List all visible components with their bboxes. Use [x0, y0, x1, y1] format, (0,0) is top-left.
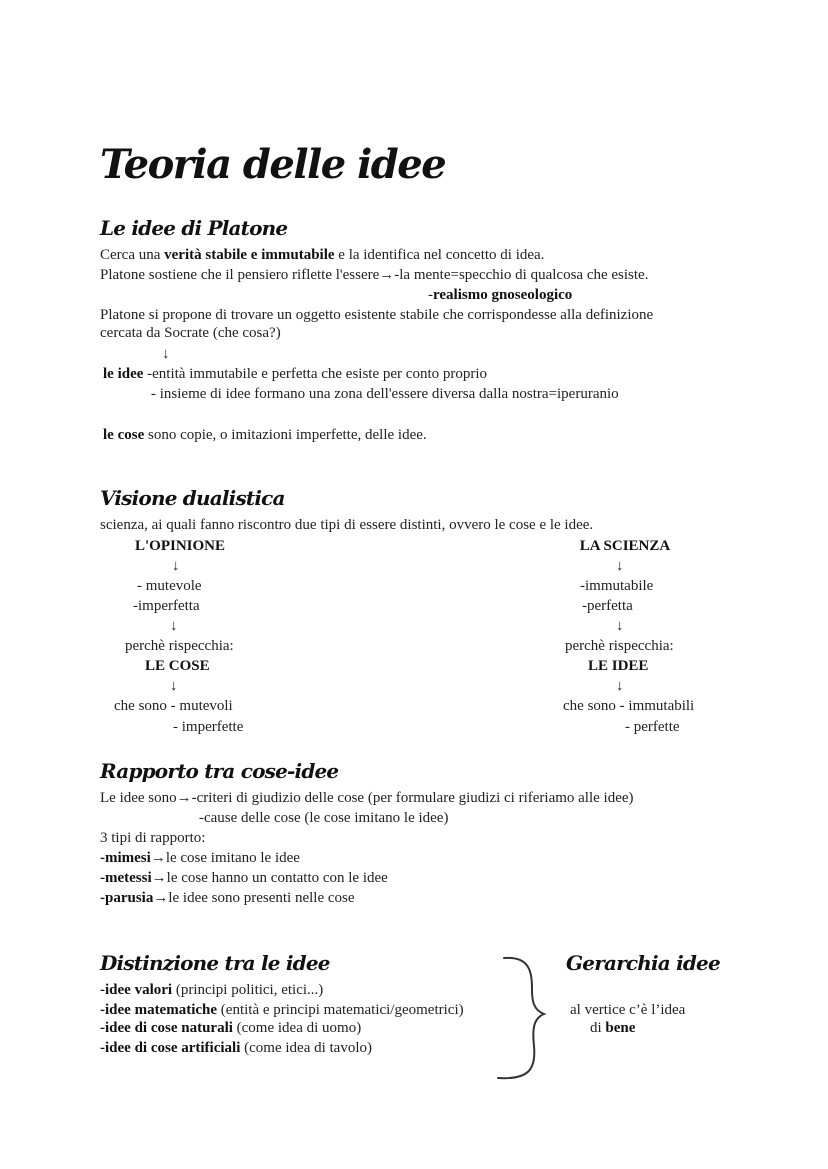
right-object: LE IDEE: [588, 658, 649, 674]
s3-line-2: -cause delle cose (le cose imitano le idee): [199, 810, 449, 826]
down-arrow: ↓: [616, 558, 624, 574]
rapporto-parusia: -parusia→le idee sono presenti nelle cose: [100, 890, 355, 906]
left-prop-1: - mutevole: [137, 578, 202, 594]
left-prop-2: -imperfetta: [133, 598, 200, 614]
idee-cose-naturali: -idee di cose naturali (come idea di uomo): [100, 1020, 362, 1036]
down-arrow: ↓: [616, 678, 624, 694]
idee-matematiche: -idee matematiche (entità e principi matematici/geometrici): [100, 1002, 464, 1018]
right-result-2: - perfette: [625, 719, 680, 735]
s3-line-3: 3 tipi di rapporto:: [100, 830, 206, 846]
idee-cose-artificiali: -idee di cose artificiali (come idea di tavolo): [100, 1040, 373, 1056]
right-head: LA SCIENZA: [579, 538, 671, 554]
s2-intro: scienza, ai quali fanno riscontro due tipi di essere distinti, ovvero le cose e le idee.: [100, 517, 594, 533]
s1-line-5: cercata da Socrate (che cosa?): [100, 325, 281, 341]
rapporto-metessi: -metessi→le cose hanno un contatto con le idee: [100, 870, 388, 886]
s3-line-1: Le idee sono→-criteri di giudizio delle cose (per formulare giudizi ci riferiamo alle idee): [100, 790, 634, 806]
section-heading-gerarchia: Gerarchia idee: [566, 951, 720, 975]
page-title: Teoria delle idee: [100, 141, 446, 188]
s1-line-4: Platone si propone di trovare un oggetto esistente stabile che corrispondesse alla definizione: [100, 307, 654, 323]
left-result-2: - imperfette: [173, 719, 244, 735]
idee-valori: -idee valori (principi politici, etici...): [100, 982, 324, 998]
s1-line-1: Cerca una verità stabile e immutabile e la identifica nel concetto di idea.: [100, 247, 545, 263]
down-arrow: ↓: [172, 558, 180, 574]
s1-line-2: Platone sostiene che il pensiero riflette l'essere→-la mente=specchio di qualcosa che esiste.: [100, 267, 649, 283]
section-heading-visione-dualistica: Visione dualistica: [100, 486, 285, 510]
section-heading-distinzione: Distinzione tra le idee: [100, 951, 330, 975]
left-head: L'OPINIONE: [134, 538, 225, 554]
right-prop-1: -immutabile: [580, 578, 654, 594]
s1-line-6: le idee -entità immutabile e perfetta che esiste per conto proprio: [103, 366, 488, 382]
s1-line-3: -realismo gnoseologico: [428, 287, 573, 303]
rapporto-mimesi: -mimesi→le cose imitano le idee: [100, 850, 300, 866]
left-object: LE COSE: [145, 658, 210, 674]
section-heading-idee-platone: Le idee di Platone: [100, 216, 288, 240]
gerarchia-line-1: al vertice c’è l’idea: [570, 1002, 686, 1018]
left-result-1: che sono - mutevoli: [114, 698, 233, 714]
down-arrow: ↓: [616, 618, 624, 634]
gerarchia-line-2: di bene: [590, 1020, 636, 1036]
right-result-1: che sono - immutabili: [563, 698, 695, 714]
down-arrow: ↓: [170, 618, 178, 634]
section-heading-rapporto: Rapporto tra cose-idee: [100, 759, 339, 783]
right-because: perchè rispecchia:: [565, 638, 674, 654]
s1-line-8: le cose sono copie, o imitazioni imperfette, delle idee.: [103, 427, 427, 443]
down-arrow: ↓: [170, 678, 178, 694]
right-prop-2: -perfetta: [582, 598, 633, 614]
left-because: perchè rispecchia:: [125, 638, 234, 654]
curly-brace-icon: [490, 950, 560, 1085]
s1-line-7: - insieme di idee formano una zona dell'essere diversa dalla nostra=iperuranio: [151, 386, 619, 402]
down-arrow: ↓: [162, 346, 170, 362]
